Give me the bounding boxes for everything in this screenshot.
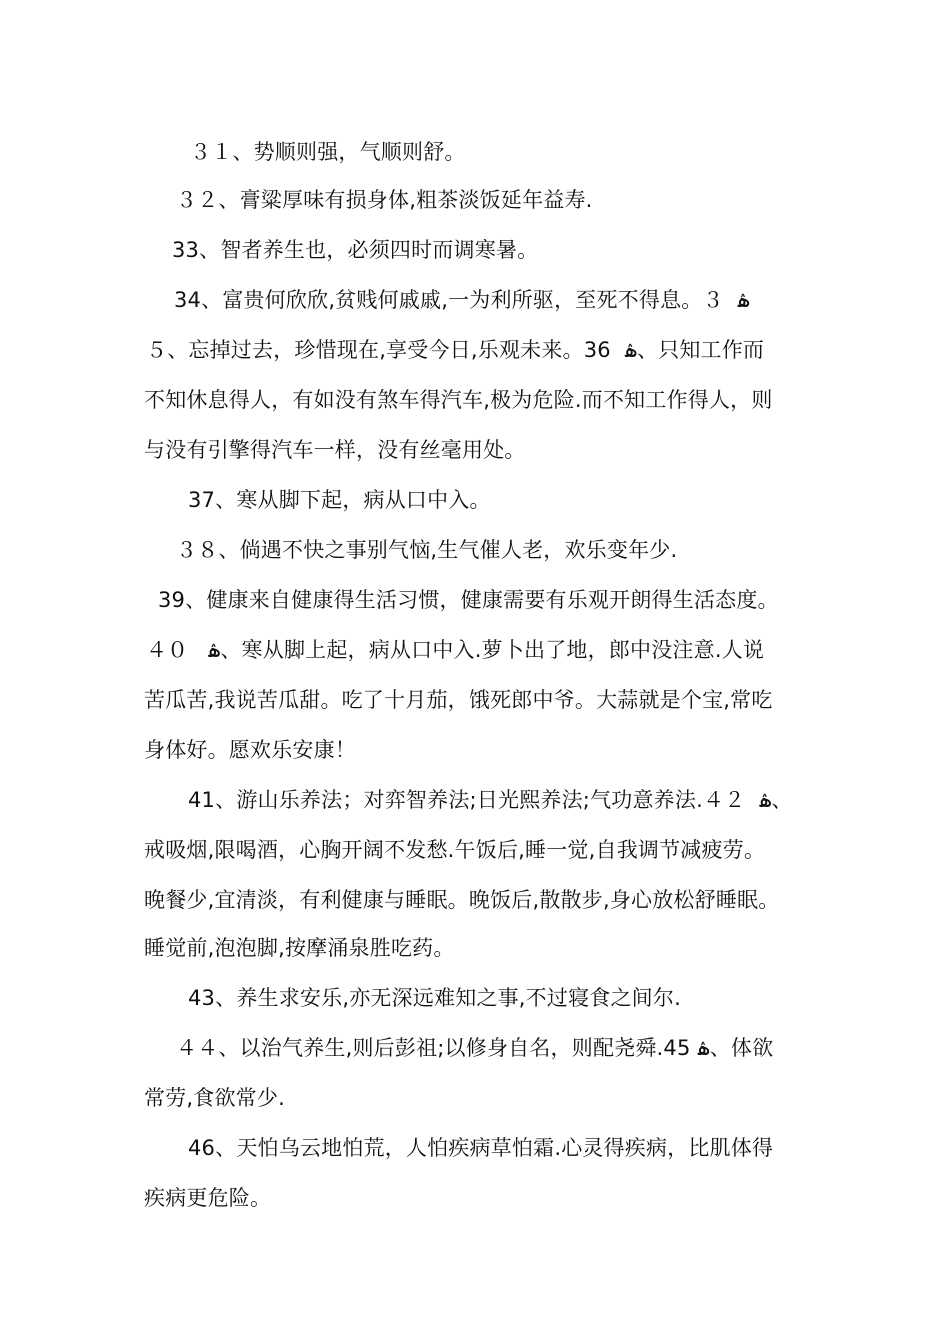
text-line-16: 晚餐少,宜清淡，有利健康与睡眠。晚饭后,散散步,身心放松舒睡眠。 — [144, 888, 780, 912]
text-line-5: ５、忘掉过去，珍惜现在,享受今日,乐观未来。36 ۿ、只知工作而 — [146, 338, 765, 362]
text-line-17: 睡觉前,泡泡脚,按摩涌泉胜吃药。 — [144, 936, 455, 960]
text-line-19: ４４、以治气养生,则后彭祖;以修身自名，则配尧舜.45 ۿ、体欲 — [176, 1036, 774, 1060]
text-line-7: 与没有引擎得汽车一样，没有丝毫用处。 — [144, 438, 526, 462]
text-line-10: 39、健康来自健康得生活习惯，健康需要有乐观开朗得生活态度。 — [158, 588, 779, 612]
text-line-12: 苦瓜苦,我说苦瓜甜。吃了十月茄，饿死郎中爷。大蒜就是个宝,常吃 — [144, 688, 773, 712]
text-line-21: 46、天怕乌云地怕荒，人怕疾病草怕霜.心灵得疾病，比肌体得 — [188, 1136, 774, 1160]
text-line-3: 33、智者养生也，必须四时而调寒暑。 — [172, 238, 539, 262]
text-line-20: 常劳,食欲常少. — [144, 1086, 285, 1110]
text-line-14: 41、游山乐养法；对弈智养法;日光熙养法;气功意养法.４２ ۿ、 — [188, 788, 793, 812]
text-line-4: 34、富贵何欣欣,贫贱何戚戚,一为利所驱，至死不得息。３ ۿ — [174, 288, 750, 312]
text-line-18: 43、养生求安乐,亦无深远难知之事,不过寝食之间尔. — [188, 986, 681, 1010]
text-line-11: ４０ ۿ、寒从脚上起，病从口中入.萝卜出了地，郎中没注意.人说 — [146, 638, 765, 662]
text-line-2: ３２、膏粱厚味有损身体,粗茶淡饭延年益寿. — [176, 188, 593, 212]
text-line-8: 37、寒从脚下起，病从口中入。 — [188, 488, 491, 512]
text-line-13: 身体好。愿欢乐安康！ — [144, 738, 356, 762]
text-line-6: 不知休息得人，有如没有煞车得汽车,极为危险.而不知工作得人，则 — [144, 388, 773, 412]
text-line-9: ３８、倘遇不快之事别气恼,生气催人老，欢乐变年少. — [176, 538, 678, 562]
text-line-22: 疾病更危险。 — [144, 1186, 272, 1210]
text-line-1: ３１、势顺则强，气顺则舒。 — [190, 140, 466, 164]
text-line-15: 戒吸烟,限喝酒，心胸开阔不发愁.午饭后,睡一觉,自我调节减疲劳。 — [144, 838, 766, 862]
